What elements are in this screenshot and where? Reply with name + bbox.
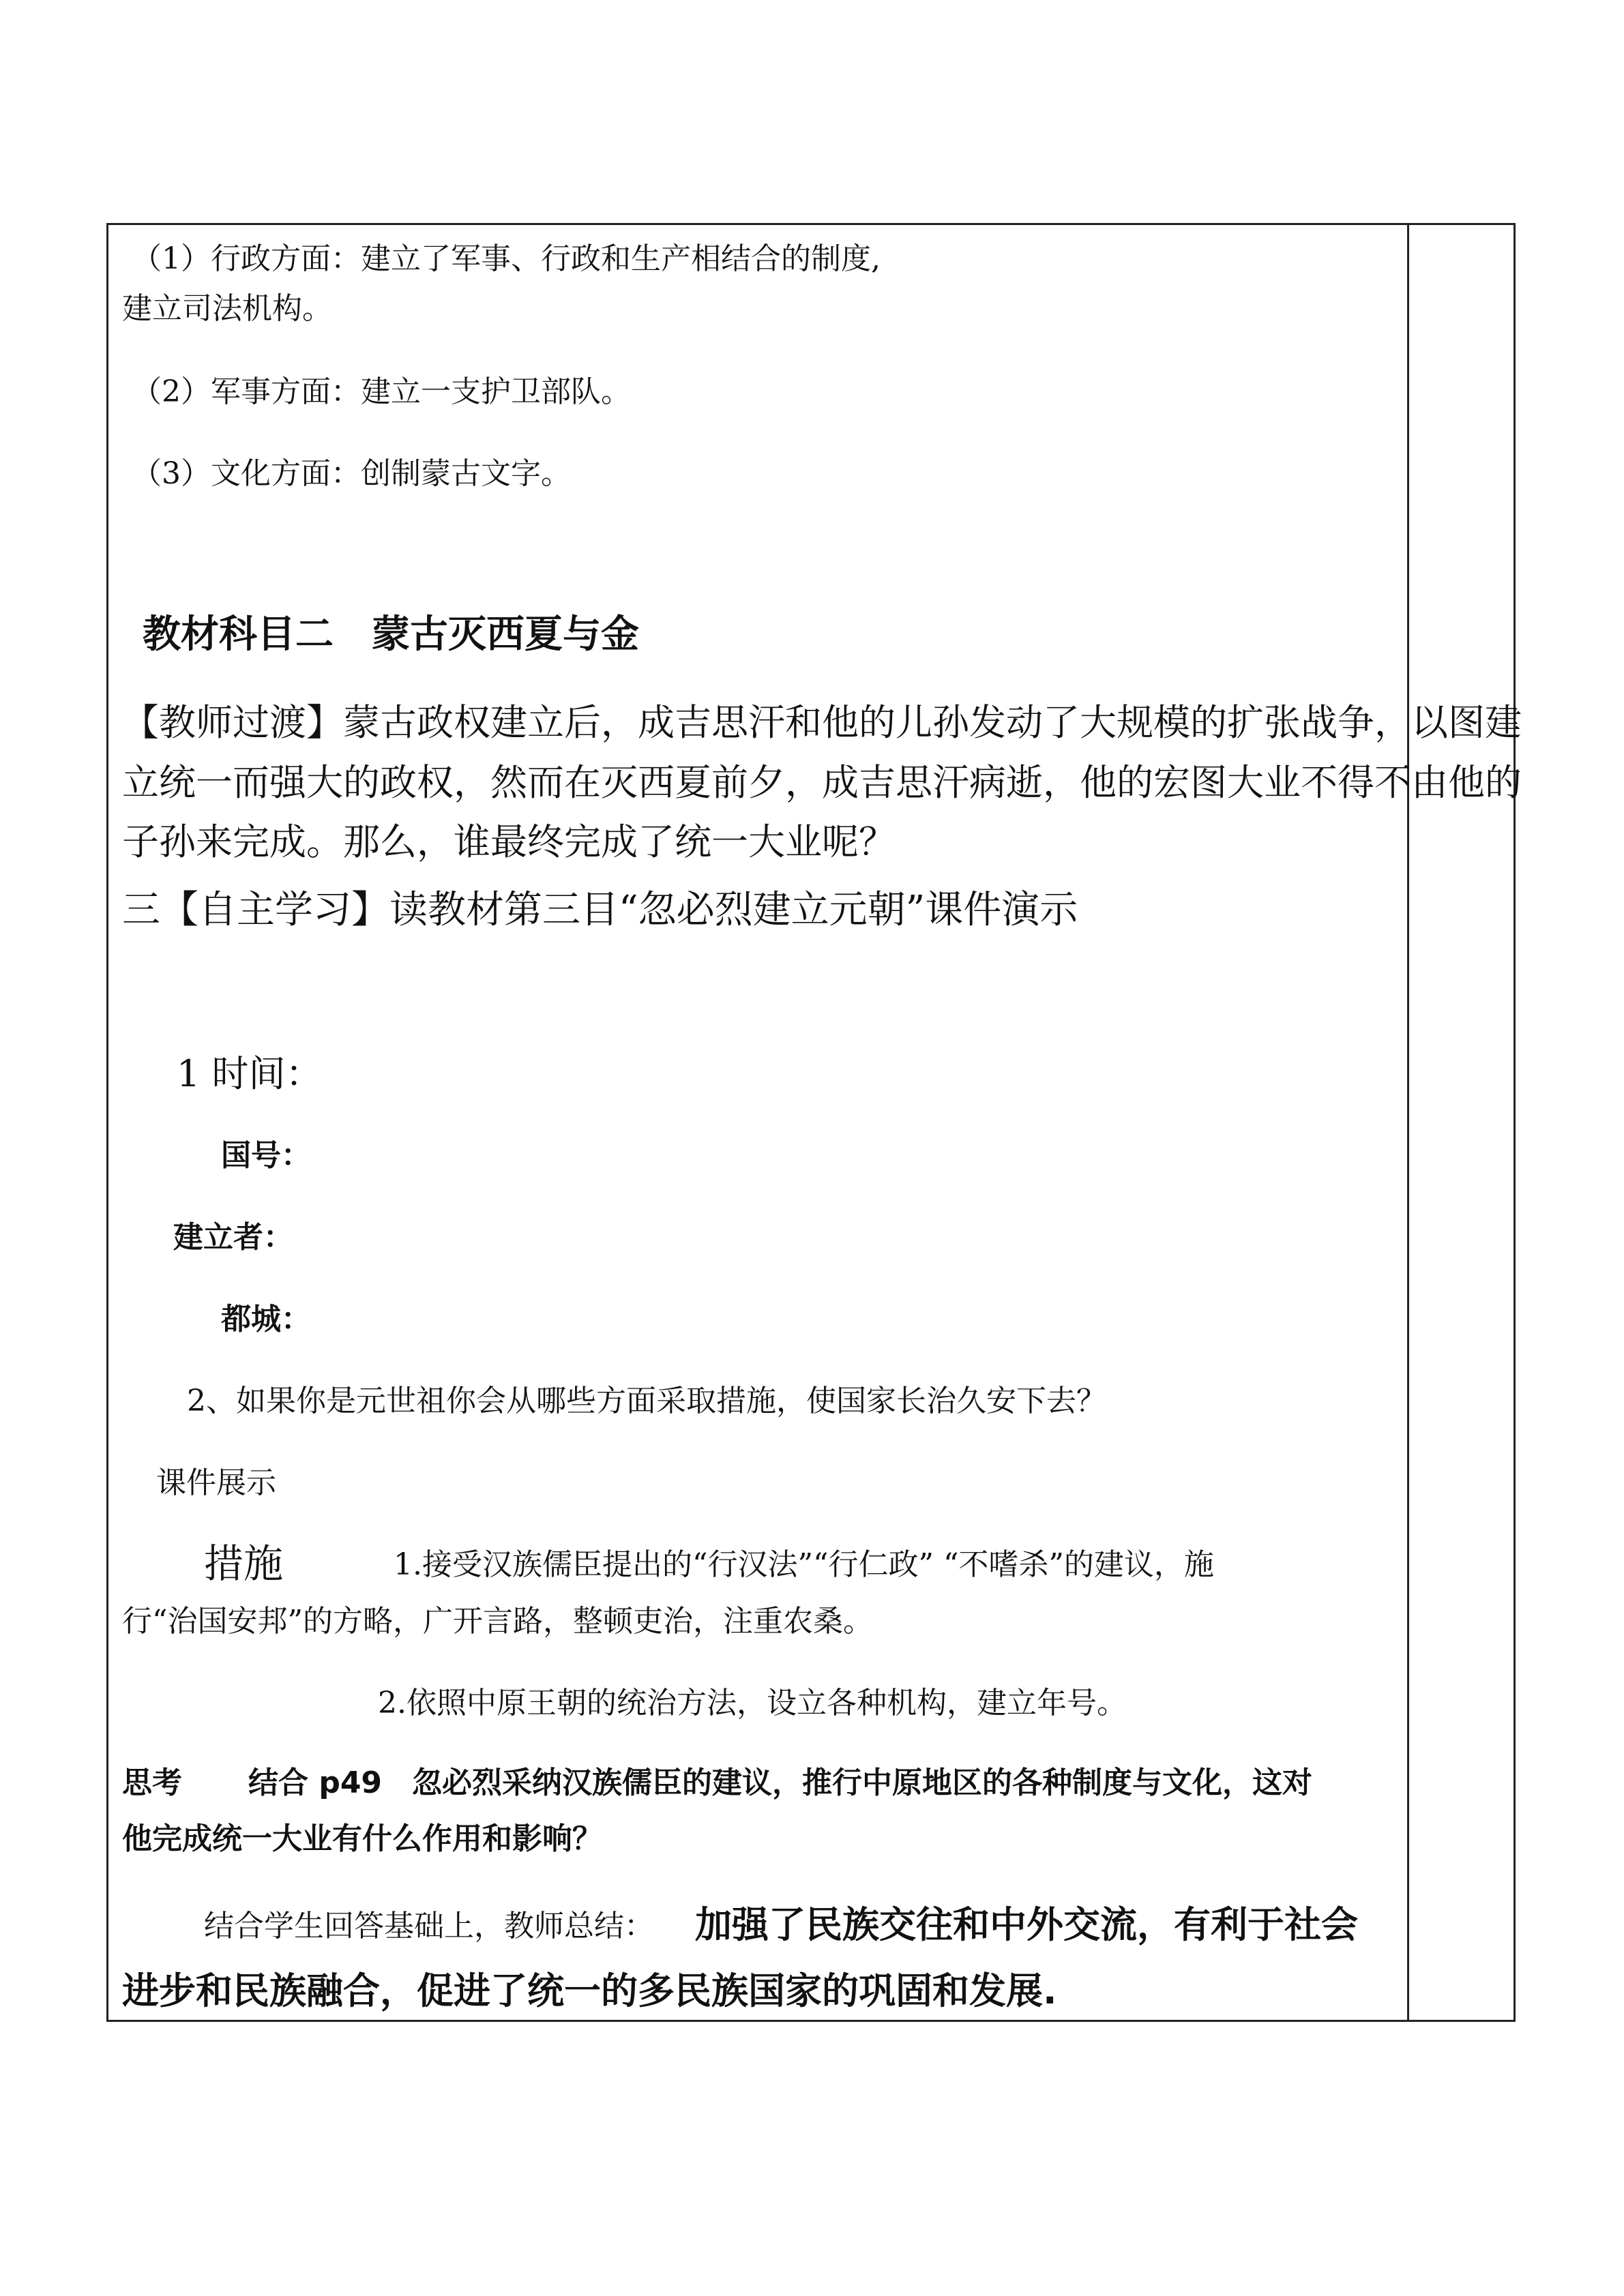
- courseware-label: 课件展示: [156, 1465, 276, 1500]
- section-heading-2: 教材科目二 蒙古灭西夏与金: [143, 612, 639, 657]
- measures-label: 措施: [204, 1540, 284, 1587]
- think-question-line-1: 忽必烈采纳汉族儒臣的建议，推行中原地区的各种制度与文化，这对: [412, 1765, 1312, 1800]
- measure-1-line-1: 1.接受汉族儒臣提出的“行汉法”“行仁政” “不嗜杀”的建议，施: [394, 1547, 1214, 1582]
- think-question-line-2: 他完成统一大业有什么作用和影响？: [122, 1821, 602, 1856]
- summary-line-2: 进步和民族融合，促进了统一的多民族国家的巩固和发展.: [122, 1969, 1057, 2012]
- teacher-transition-line-2: 立统一而强大的政权，然而在灭西夏前夕，成吉思汗病逝，他的宏图大业不得不由他的: [122, 761, 1522, 804]
- question-2: 2、如果你是元世祖你会从哪些方面采取措施，使国家长治久安下去？: [187, 1384, 1106, 1418]
- admin-measure: （1）行政方面：建立了军事、行政和生产相结合的制度,: [132, 241, 881, 276]
- content-cell: [108, 225, 1522, 2020]
- label-founder: 建立者：: [173, 1220, 293, 1255]
- label-capital: 都城：: [221, 1302, 311, 1337]
- label-dynasty-name: 国号：: [221, 1138, 311, 1173]
- section-heading-3: 三【自主学习】读教材第三目“忽必烈建立元朝”课件演示: [122, 888, 1078, 932]
- measure-1-line-2: 行“治国安邦”的方略，广开言路，整顿吏治，注重农桑。: [122, 1604, 873, 1639]
- summary-prefix: 结合学生回答基础上，教师总结：: [204, 1909, 654, 1943]
- think-label: 思考: [122, 1765, 182, 1800]
- admin-measure-continued: 建立司法机构。: [122, 291, 332, 326]
- teacher-transition-line-1: 【教师过渡】蒙古政权建立后，成吉思汗和他的儿孙发动了大规模的扩张战争，以图建: [122, 701, 1522, 744]
- teacher-transition-line-3: 子孙来完成。那么，谁最终完成了统一大业呢？: [122, 820, 896, 863]
- military-measure: （2）军事方面：建立一支护卫部队。: [132, 374, 631, 409]
- column-divider: [1407, 223, 1409, 2022]
- think-reference: 结合 p49: [248, 1765, 383, 1800]
- label-time: 1 时间：: [177, 1052, 323, 1095]
- culture-measure: （3）文化方面：创制蒙古文字。: [132, 456, 571, 491]
- summary-line-1: 加强了民族交往和中外交流，有利于社会: [695, 1903, 1358, 1946]
- measure-2: 2.依照中原王朝的统治方法，设立各种机构，建立年号。: [378, 1686, 1127, 1720]
